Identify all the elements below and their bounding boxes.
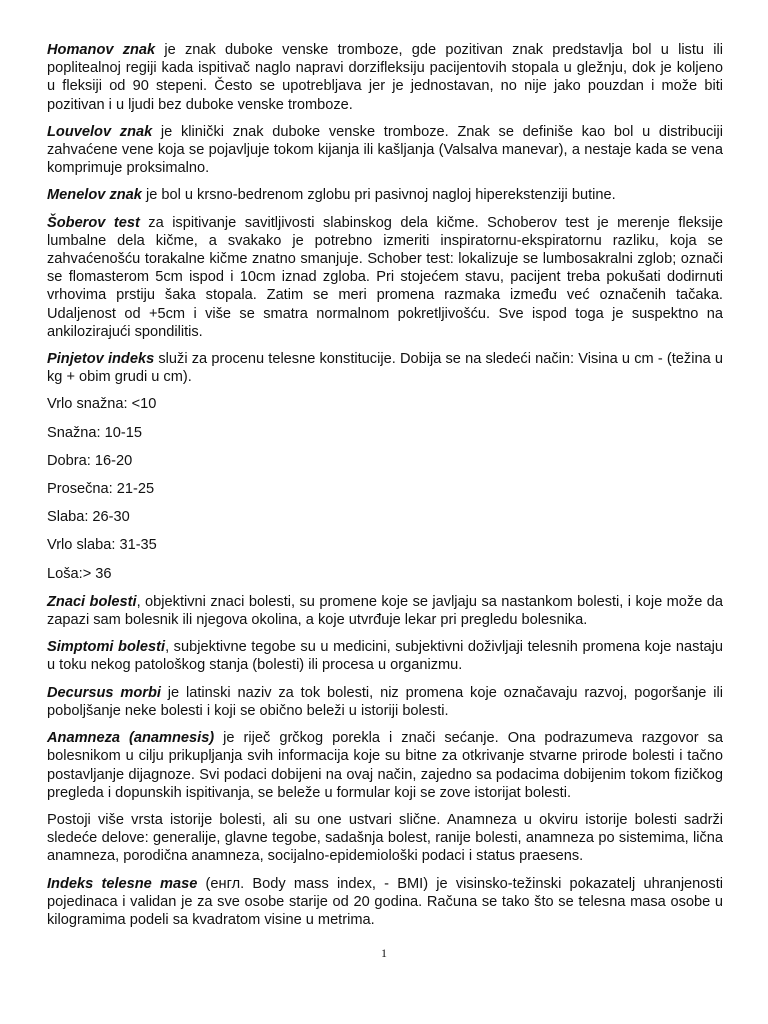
paragraph-homanov xyxy=(47,41,723,114)
term-menel: Menelov znak xyxy=(47,187,142,204)
pignet-scale-item: Vrlo slaba: 31-35 xyxy=(47,537,157,554)
pignet-scale-item: Snažna: 10-15 xyxy=(47,424,142,441)
text-anamneza: je riječ grčkog porekla i znači sećanje. Ona podrazumeva razgovor sa bolesnikom u cilju prikupljanja svih informacija koje su bitne za otkrivanje stvarne prirode bolesti i tačno postavljanje dijagnoze. Svi podaci dobijeni na ovaj način, zajedno sa podacima dobijenim tokom fizičkog pregleda i dopunskih ispitivanja, se beleže u formular koji se zove istorijat bolesti. xyxy=(47,730,723,801)
pignet-scale-item: Slaba: 26-30 xyxy=(47,509,130,526)
paragraph-menel xyxy=(47,186,723,204)
term-bmi: Indeks telesne mase xyxy=(47,875,198,892)
text-homanov: je znak duboke venske tromboze, gde pozitivan znak predstavlja bol u listu ili poplitealnoj regiji kada ispitivač naglo napravi dorzifleksiju pacijentovih stopala u gležnju, dok je koljeno u fleksiji od 90 stepeni. Često se upotrebljava jer je jednostavan, no nije jako pouzdan i može biti pozitivan i u ljudi bez duboke venske tromboze. xyxy=(47,42,723,113)
document-page xyxy=(47,41,723,938)
term-louvel: Louvelov znak xyxy=(47,123,153,140)
text-istorija-bolesti: Postoji više vrsta istorije bolesti, ali su one ustvari slične. Anamneza u okviru istorije bolesti sadrži sledeće delove: generalije, glavne tegobe, sadašnja bolest, ranije bolesti, anamneza po sistemima, lična anamneza, porodična anamneza, socijalno-epidemiološki podaci i status praesens. xyxy=(47,811,723,865)
page-number: 1 xyxy=(381,946,387,960)
paragraph-schober xyxy=(47,214,723,341)
term-schober: Šoberov test xyxy=(47,214,140,231)
paragraph-louvel xyxy=(47,123,723,178)
paragraph-istorija-bolesti xyxy=(47,811,723,866)
paragraph-bmi xyxy=(47,875,723,930)
paragraph-pignet xyxy=(47,350,723,386)
term-pignet: Pinjetov indeks xyxy=(47,351,155,368)
text-louvel: je klinički znak duboke venske tromboze. Znak se definiše kao bol u distribuciji zahvaćene vene koja se pojavljuje tokom kijanja ili kašljanja (Valsalva manevar), a nestaje kada se vena komprimuje proksimalno. xyxy=(47,123,723,177)
text-simptomi-bolesti: , subjektivne tegobe su u medicini, subjektivni doživljaji telesnih promena koje nastaju u toku nekog patološkog stanja (bolesti) ili procesa u organizmu. xyxy=(47,639,723,674)
pignet-scale-item: Vrlo snažna: <10 xyxy=(47,396,157,413)
paragraph-decursus-morbi xyxy=(47,684,723,720)
text-bmi: (енгл. Body mass index, - BMI) je visinsko-težinski pokazatelj uhranjenosti pojedinaca i validan je za sve osobe starije od 20 godina. Računa se tako što se telesna masa osobe u kilogramima podeli sa kvadratom visine u metrima. xyxy=(47,875,724,928)
pignet-scale-item: Prosečna: 21-25 xyxy=(47,481,155,498)
term-simptomi-bolesti: Simptomi bolesti xyxy=(47,639,166,656)
pignet-scale-item: Dobra: 16-20 xyxy=(47,452,133,469)
term-decursus-morbi: Decursus morbi xyxy=(47,684,161,701)
text-menel: je bol u krsno-bedrenom zglobu pri pasivnoj naglој hiperekstenziji butine. xyxy=(141,187,616,204)
paragraph-simptomi-bolesti xyxy=(47,638,723,674)
term-znaci-bolesti: Znaci bolesti xyxy=(47,593,137,610)
term-anamneza: Anamneza (anamnesis) xyxy=(47,730,215,747)
term-homanov: Homanov znak xyxy=(47,42,156,58)
paragraph-znaci-bolesti xyxy=(47,593,723,629)
text-znaci-bolesti: , objektivni znaci bolesti, su promene koje se javljaju sa nastankom bolesti, i koje može da zapazi sam bolesnik ili njegova okolina, a koje utvrđuje lekar pri pregledu bolesnika. xyxy=(47,593,723,629)
text-schober: za ispitivanje savitljivosti slabinskog dela kičme. Schoberov test je merenje fleksije lumbalne dela kičme, a svakako je potrebno izmeriti inspiratornu-ekspiratornu razliku, koja se zahvaćenošću torakalne kičme znatno smanjuje. Schober test: lokalizuje se lumbosakralni zglob; označi se flomasterom 5cm ispod i 10cm iznad zgloba. Pri stojećem stavu, pacijent treba pokušati dodirnuti vrhovima prstiju šaka stopala. Zatim se meri promena razmaka između već označenih tačaka. Udaljenost od +5cm i više se smatra normalnom pokretljivošću. Sve ispod toga je suspektno na ankilozirajući spondilitis. xyxy=(47,214,723,340)
paragraph-anamneza xyxy=(47,729,723,802)
text-pignet: služi za procenu telesne konstitucije. Dobija se na sledeći način: Visina u cm - (težina u kg + obim grudi u cm). xyxy=(47,351,723,386)
pignet-scale-item: Loša:> 36 xyxy=(47,565,112,582)
text-decursus-morbi: je latinski naziv za tok bolesti, niz promena koje označavaju razvoj, pogoršanje ili poboljšanje neke bolesti i koji se obično beleži u istoriji bolesti. xyxy=(47,684,723,719)
